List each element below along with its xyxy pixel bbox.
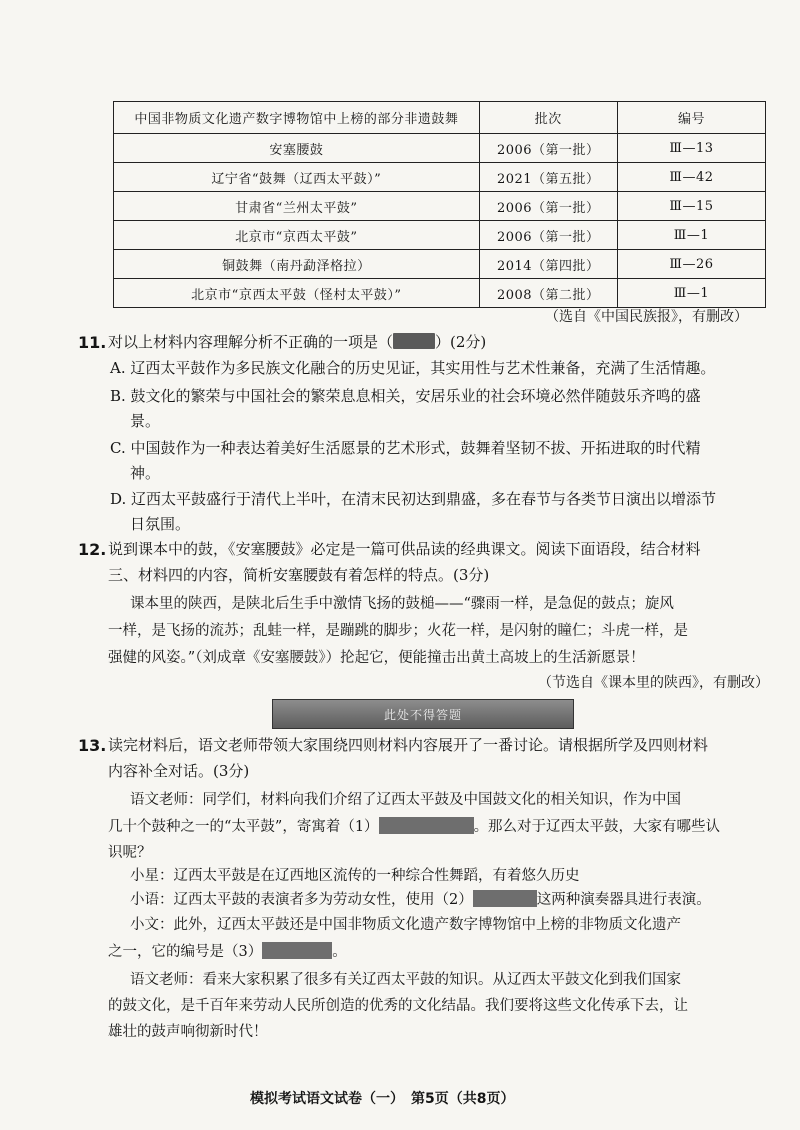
table-source: （选自《中国民族报》，有删改）: [545, 309, 748, 325]
q12-passage-line3: 强健的风姿。”（刘成章《安塞腰鼓》）抡起它，便能撞击出黄土高坡上的生活新愿景！: [108, 650, 645, 666]
q11-option-d-line1: D. 辽西太平鼓盛行于清代上半叶，在清末民初达到鼎盛，多在春节与各类节日演出以增添节: [110, 490, 717, 508]
q13-xiaoyu: [130, 890, 711, 910]
q11-option-d-line2: 日氛围。: [130, 515, 191, 533]
q13-xiaowen-line2a: 之一，它的编号是（3）: [108, 944, 263, 960]
q13-teacher-line3: 识呢？: [108, 845, 152, 861]
answer-highlight: [393, 333, 435, 349]
drum-heritage-table: [113, 101, 766, 308]
table-cell: 2021（第五批）: [479, 163, 617, 192]
q13-teacher-line1: 语文老师：同学们，材料向我们介绍了辽西太平鼓及中国鼓文化的相关知识，作为中国: [130, 792, 681, 808]
q12-number: 12.: [78, 540, 107, 559]
q13-xiaowen-line2b: 。: [332, 944, 347, 960]
q12-passage-line2: 一样，是飞扬的流苏；乱蛙一样，是蹦跳的脚步；火花一样，是闪射的瞳仁；斗虎一样，是: [108, 623, 688, 639]
q12-passage-line1: 课本里的陕西，是陕北后生手中激情飞扬的鼓槌——“骤雨一样，是急促的鼓点；旋风: [130, 596, 674, 612]
q13-number: 13.: [78, 736, 107, 755]
q13-teacher-end-line3: 雄壮的鼓声响彻新时代！: [108, 1024, 268, 1040]
q11-option-c-line2: 神。: [130, 464, 161, 482]
table-cell: 2014（第四批）: [479, 250, 617, 279]
table-cell: 2008（第二批）: [479, 279, 617, 308]
q13-teacher-line2: [108, 817, 720, 837]
table-row: [114, 250, 766, 279]
q11-option-b-line1: B. 鼓文化的繁荣与中国社会的繁荣息息相关，安居乐业的社会环境必然伴随鼓乐齐鸣的盛: [110, 387, 701, 405]
q11-option-a: A. 辽西太平鼓作为多民族文化融合的历史见证，其实用性与艺术性兼备，充满了生活情趣。: [110, 359, 716, 377]
q11-option-c-line1: C. 中国鼓作为一种表达着美好生活愿景的艺术形式，鼓舞着坚韧不拔、开拓进取的时代精: [110, 439, 701, 457]
table-cell: Ⅲ—15: [617, 192, 765, 221]
table-cell: Ⅲ—1: [617, 221, 765, 250]
table-cell: 2006（第一批）: [479, 192, 617, 221]
table-header-code: 编号: [617, 102, 765, 134]
q13-teacher-end-line2: 的鼓文化，是千百年来劳动人民所创造的优秀的文化结晶。我们要将这些文化传承下去，让: [108, 998, 688, 1014]
table-cell: 辽宁省“鼓舞（辽西太平鼓）”: [114, 163, 480, 192]
q12-stem-line2: 三、材料四的内容，简析安塞腰鼓有着怎样的特点。(3分): [108, 566, 490, 584]
q13-stem-line1: 读完材料后，语文老师带领大家围绕四则材料内容展开了一番讨论。请根据所学及四则材料: [108, 736, 709, 754]
q12-source: （节选自《课本里的陕西》，有删改）: [538, 675, 769, 691]
table-cell: 北京市“京西太平鼓（怪村太平鼓）”: [114, 279, 480, 308]
q11-stem-a: 对以上材料内容理解分析不正确的一项是（: [108, 333, 394, 351]
q13-stem-line2: 内容补全对话。(3分): [108, 762, 250, 780]
answer-blank-1[interactable]: [379, 817, 474, 834]
q13-teacher-line2a: 几十个鼓种之一的“太平鼓”，寄寓着（1）: [108, 819, 379, 835]
table-header-row: [114, 102, 766, 134]
q13-xiaoxing: 小星：辽西太平鼓是在辽西地区流传的一种综合性舞蹈，有着悠久历史: [130, 868, 580, 884]
table-row: [114, 134, 766, 163]
q11-number: 11.: [78, 333, 107, 352]
table-row: [114, 279, 766, 308]
table-row: [114, 192, 766, 221]
table-cell: Ⅲ—42: [617, 163, 765, 192]
answer-blank-2[interactable]: [473, 890, 537, 907]
answer-blank-3[interactable]: [262, 942, 332, 959]
q12-stem-line1: 说到课本中的鼓，《安塞腰鼓》必定是一篇可供品读的经典课文。阅读下面语段，结合材料: [108, 540, 701, 558]
table-header-batch: 批次: [479, 102, 617, 134]
q11-option-b-line2: 景。: [130, 412, 161, 430]
table-cell: Ⅲ—13: [617, 134, 765, 163]
table-cell: 2006（第一批）: [479, 134, 617, 163]
q13-teacher-line2b: 。那么对于辽西太平鼓，大家有哪些认: [473, 819, 721, 835]
q13-xiaowen-line2: [108, 942, 347, 962]
table-header-name: 中国非物质文化遗产数字博物馆中上榜的部分非遗鼓舞: [114, 102, 480, 134]
table-row: [114, 163, 766, 192]
table-cell: 北京市“京西太平鼓”: [114, 221, 480, 250]
q13-xiaoyu-b: 这两种演奏器具进行表演。: [536, 892, 711, 908]
table-cell: 铜鼓舞（南丹勐泽格拉）: [114, 250, 480, 279]
q13-xiaoyu-a: 小语：辽西太平鼓的表演者多为劳动女性，使用（2）: [130, 892, 473, 908]
table-cell: 甘肃省“兰州太平鼓”: [114, 192, 480, 221]
q13-teacher-end-line1: 语文老师：看来大家积累了很多有关辽西太平鼓的知识。从辽西太平鼓文化到我们国家: [130, 972, 681, 988]
page-footer: 模拟考试语文试卷（一） 第5页（共8页）: [250, 1091, 515, 1107]
q13-xiaowen-line1: 小文：此外，辽西太平鼓还是中国非物质文化遗产数字博物馆中上榜的非物质文化遗产: [130, 917, 681, 933]
table-row: [114, 221, 766, 250]
table-cell: 安塞腰鼓: [114, 134, 480, 163]
table-cell: Ⅲ—1: [617, 279, 765, 308]
q11-stem: [108, 332, 486, 352]
table-cell: Ⅲ—26: [617, 250, 765, 279]
q11-stem-b: ）(2分): [435, 333, 487, 351]
table-cell: 2006（第一批）: [479, 221, 617, 250]
no-answer-banner: 此处不得答题: [272, 699, 574, 729]
